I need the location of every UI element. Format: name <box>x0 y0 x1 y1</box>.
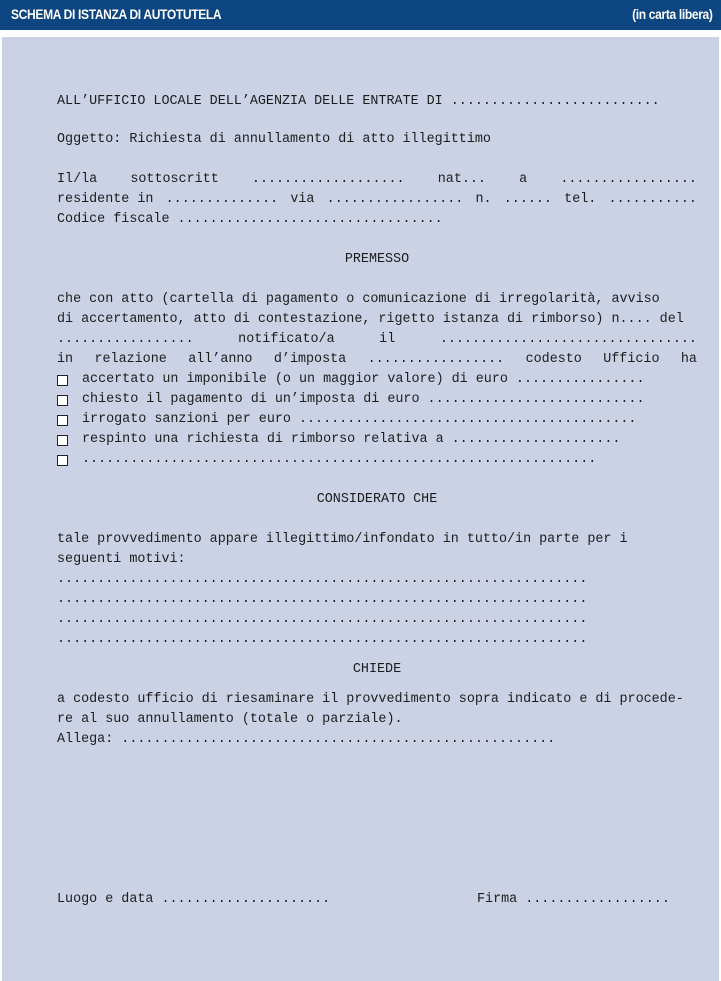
signature-field[interactable]: Firma .................. <box>477 892 670 907</box>
word: ha <box>680 352 697 367</box>
label-residente: residente in <box>57 192 154 207</box>
page-header <box>0 0 721 30</box>
option-row[interactable] <box>57 390 697 410</box>
attachments-field[interactable]: Allega: ...................................................... <box>57 732 556 747</box>
checkbox[interactable] <box>57 395 68 406</box>
street-number-field[interactable]: ...... <box>503 192 552 207</box>
name-field[interactable]: ................... <box>251 172 405 187</box>
header-subtitle: (in carta libera) <box>632 6 713 22</box>
option-row[interactable] <box>57 370 697 390</box>
act-date-field[interactable]: ................. <box>57 332 194 347</box>
option-row[interactable] <box>57 430 697 450</box>
header-title: SCHEMA DI ISTANZA DI AUTOTUTELA <box>11 6 222 22</box>
place-date-field[interactable]: Luogo e data ..................... <box>57 892 331 907</box>
tax-code-line[interactable]: Codice fiscale ................................. <box>57 212 443 227</box>
premesso-text-1: che con atto (cartella di pagamento o comunicazione di irregolarità, avviso <box>57 292 660 307</box>
word: codesto <box>525 352 582 367</box>
chiede-text-1: a codesto ufficio di riesaminare il provvedimento sopra indicato e di procede- <box>57 692 684 707</box>
applicant-line-2[interactable] <box>57 190 697 210</box>
heading-considerato: CONSIDERATO CHE <box>316 492 438 507</box>
reasons-field[interactable]: .................................................................. <box>57 612 588 627</box>
label-notificato: notificato/a <box>238 332 335 347</box>
option-label[interactable]: ................................................................ <box>82 452 597 467</box>
premesso-text-3[interactable] <box>57 330 697 350</box>
heading-premesso: PREMESSO <box>344 252 410 267</box>
label-via: via <box>290 192 315 207</box>
label-nato: nat... <box>437 172 486 187</box>
applicant-line-1[interactable] <box>57 170 697 190</box>
word: in <box>57 352 74 367</box>
word: relazione <box>94 352 167 367</box>
label-numero: n. <box>475 192 492 207</box>
label-tel: tel. <box>564 192 597 207</box>
subject-line: Oggetto: Richiesta di annullamento di atto illegittimo <box>57 132 491 147</box>
checkbox[interactable] <box>57 455 68 466</box>
reasons-field[interactable]: .................................................................. <box>57 592 588 607</box>
label-il-la: Il/la <box>57 172 98 187</box>
notification-date-field[interactable]: ................................ <box>439 332 697 347</box>
checkbox[interactable] <box>57 375 68 386</box>
birthplace-field[interactable]: ................. <box>560 172 697 187</box>
phone-field[interactable]: ........... <box>608 192 697 207</box>
chiede-text-2: re al suo annullamento (totale o parziale). <box>57 712 403 727</box>
reasons-field[interactable]: .................................................................. <box>57 572 588 587</box>
premesso-text-2: di accertamento, atto di contestazione, rigetto istanza di rimborso) n.... del <box>57 312 684 327</box>
word: all’anno <box>188 352 253 367</box>
premesso-text-4[interactable] <box>57 350 697 370</box>
option-label: chiesto il pagamento di un’imposta di euro ........................... <box>82 392 645 407</box>
option-label: accertato un imponibile (o un maggior valore) di euro ................ <box>82 372 645 387</box>
considerato-text-2: seguenti motivi: <box>57 552 186 567</box>
heading-chiede: CHIEDE <box>352 662 402 677</box>
option-label: respinto una richiesta di rimborso relativa a ..................... <box>82 432 621 447</box>
considerato-text-1: tale provvedimento appare illegittimo/infondato in tutto/in parte per i <box>57 532 628 547</box>
word: d’imposta <box>273 352 347 367</box>
recipient-line[interactable]: ALL’UFFICIO LOCALE DELL’AGENZIA DELLE ENTRATE DI .......................... <box>57 94 660 109</box>
label-il: il <box>379 332 396 347</box>
checkbox[interactable] <box>57 415 68 426</box>
option-label: irrogato sanzioni per euro .......................................... <box>82 412 637 427</box>
street-field[interactable]: ................. <box>326 192 464 207</box>
option-row[interactable] <box>57 450 697 470</box>
tax-year-field[interactable]: ................. <box>367 352 505 367</box>
residence-field[interactable]: .............. <box>165 192 279 207</box>
word: Ufficio <box>603 352 660 367</box>
label-a: a <box>519 172 528 187</box>
label-sottoscritt: sottoscritt <box>130 172 219 187</box>
checkbox[interactable] <box>57 435 68 446</box>
option-row[interactable] <box>57 410 697 430</box>
reasons-field[interactable]: .................................................................. <box>57 632 588 647</box>
